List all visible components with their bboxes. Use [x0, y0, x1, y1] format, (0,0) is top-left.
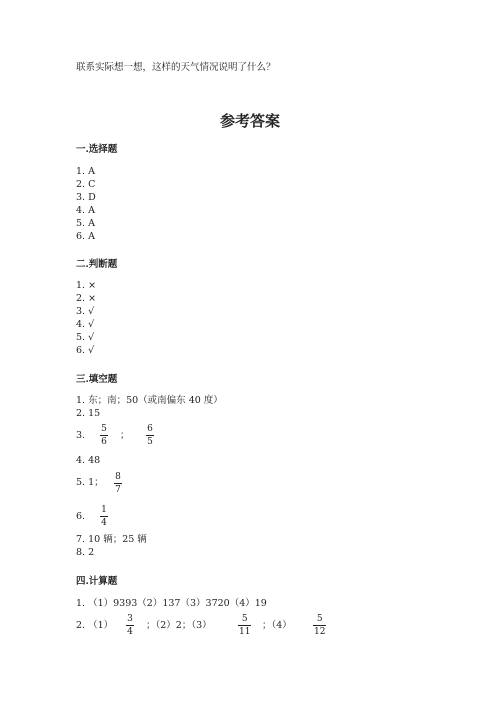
fraction-denominator: 4 [127, 627, 133, 637]
list-item-prefix: 2. （1） [76, 620, 114, 631]
list-item: 6. A [76, 231, 95, 242]
fraction-bar [238, 625, 251, 626]
section-heading-judge: 二.判断题 [76, 259, 118, 270]
fraction-bar [114, 483, 122, 484]
fraction-denominator: 7 [115, 485, 121, 495]
list-item: 5. √ [76, 332, 95, 343]
fraction [313, 614, 326, 637]
list-item: 3. D [76, 192, 96, 203]
fraction-numerator: 1 [101, 505, 107, 515]
fraction-bar [100, 435, 108, 436]
fraction [146, 424, 154, 447]
fraction-numerator: 5 [241, 614, 248, 624]
list-item: 4. 48 [76, 455, 101, 466]
list-item: 8. 2 [76, 547, 95, 558]
list-item: 2. × [76, 293, 97, 304]
answer-title: 参考答案 [219, 112, 280, 130]
list-item: 2. 15 [76, 408, 101, 419]
fraction-numerator: 5 [316, 614, 323, 624]
fraction-numerator: 5 [101, 424, 107, 434]
fraction-denominator: 11 [239, 627, 251, 637]
fraction-denominator: 6 [101, 437, 107, 447]
list-item: 1. A [76, 166, 95, 177]
fraction-bar [126, 625, 134, 626]
fraction [238, 614, 251, 637]
fraction [100, 505, 108, 528]
fraction-numerator: 3 [127, 614, 133, 624]
fraction-denominator: 12 [314, 627, 326, 637]
list-item: 3. √ [76, 306, 95, 317]
list-item-prefix: 3. [76, 430, 86, 441]
list-item: 1. × [76, 280, 97, 291]
fraction [100, 424, 108, 447]
list-item: 1. 东；南；50（或南偏东 40 度） [76, 395, 223, 406]
fraction-numerator: 6 [147, 424, 153, 434]
separator: ； [120, 430, 130, 441]
fraction-denominator: 4 [101, 518, 107, 528]
list-item: 6. √ [76, 345, 95, 356]
fraction-bar [313, 625, 326, 626]
fraction [126, 614, 134, 637]
fraction-bar [146, 435, 154, 436]
fraction [114, 472, 122, 495]
list-item: 1. （1）9393（2）137（3）3720（4）19 [76, 598, 267, 609]
list-item: 4. A [76, 205, 95, 216]
fraction-numerator: 8 [115, 472, 121, 482]
section-heading-choice: 一.选择题 [76, 144, 118, 155]
section-heading-calc: 四.计算题 [76, 576, 118, 587]
fraction-denominator: 5 [147, 437, 153, 447]
list-item-prefix: 6. [76, 511, 86, 522]
question-text: 联系实际想一想，这样的天气情况说明了什么？ [76, 62, 276, 73]
list-item: 5. A [76, 218, 95, 229]
list-item-prefix: 5. 1； [76, 477, 104, 488]
list-item: 2. C [76, 179, 96, 190]
list-item-middle: ；（4） [262, 620, 292, 631]
fraction-bar [100, 516, 108, 517]
list-item: 4. √ [76, 319, 95, 330]
list-item: 7. 10 辆；25 辆 [76, 534, 147, 545]
list-item-middle: ；（2）2；（3） [146, 620, 212, 631]
section-heading-fill: 三.填空题 [76, 374, 118, 385]
